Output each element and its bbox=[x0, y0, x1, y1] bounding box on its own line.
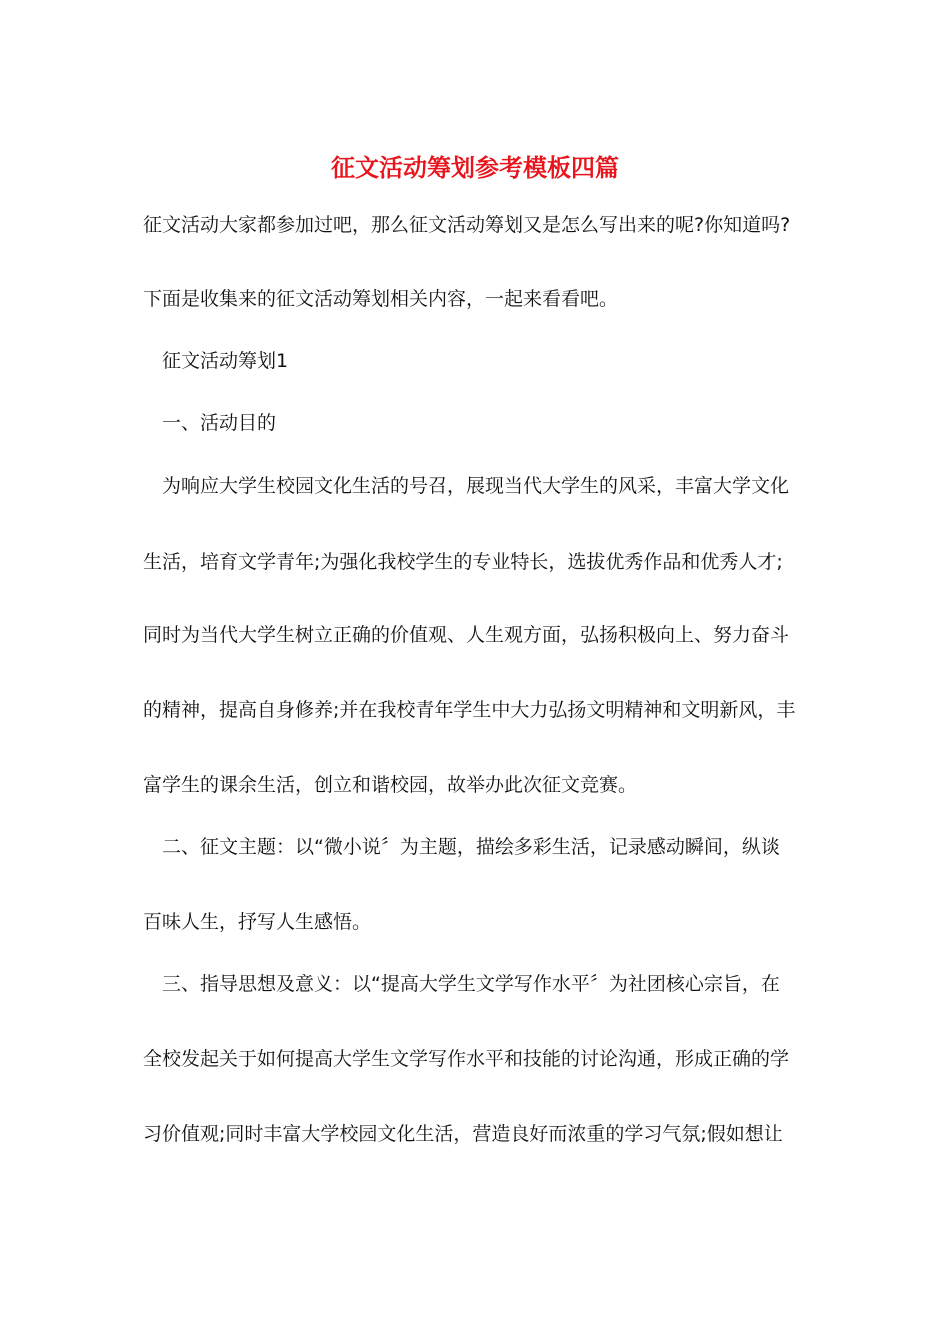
paragraph-line-purpose-2: 生活，培育文学青年;为强化我校学生的专业特长，选拔优秀作品和优秀人才; bbox=[143, 551, 783, 573]
section-heading-plan-1: 征文活动筹划1 bbox=[162, 350, 289, 372]
section-heading-purpose: 一、活动目的 bbox=[162, 412, 277, 434]
paragraph-line-theme-1: 二、征文主题：以“微小说〞为主题，描绘多彩生活，记录感动瞬间，纵谈 bbox=[162, 836, 780, 858]
paragraph-line-guiding-2: 全校发起关于如何提高大学生文学写作水平和技能的讨论沟通，形成正确的学 bbox=[143, 1048, 790, 1070]
paragraph-line-intro-2: 下面是收集来的征文活动筹划相关内容，一起来看看吧。 bbox=[143, 288, 619, 310]
paragraph-line-purpose-3: 同时为当代大学生树立正确的价值观、人生观方面，弘扬积极向上、努力奋斗 bbox=[143, 624, 790, 646]
document-title: 征文活动筹划参考模板四篇 bbox=[331, 153, 619, 182]
paragraph-line-purpose-4: 的精神，提高自身修养;并在我校青年学生中大力弘扬文明精神和文明新风，丰 bbox=[143, 699, 796, 721]
paragraph-line-theme-2: 百味人生，抒写人生感悟。 bbox=[143, 911, 372, 933]
paragraph-line-purpose-5: 富学生的课余生活，创立和谐校园，故举办此次征文竞赛。 bbox=[143, 774, 638, 796]
paragraph-line-guiding-3: 习价值观;同时丰富大学校园文化生活，营造良好而浓重的学习气氛;假如想让 bbox=[143, 1123, 783, 1145]
paragraph-line-guiding-1: 三、指导思想及意义：以“提高大学生文学写作水平〞为社团核心宗旨，在 bbox=[162, 973, 780, 995]
paragraph-line-purpose-1: 为响应大学生校园文化生活的号召，展现当代大学生的风采，丰富大学文化 bbox=[162, 475, 790, 497]
paragraph-line-intro-1: 征文活动大家都参加过吧，那么征文活动筹划又是怎么写出来的呢?你知道吗? bbox=[143, 214, 791, 236]
